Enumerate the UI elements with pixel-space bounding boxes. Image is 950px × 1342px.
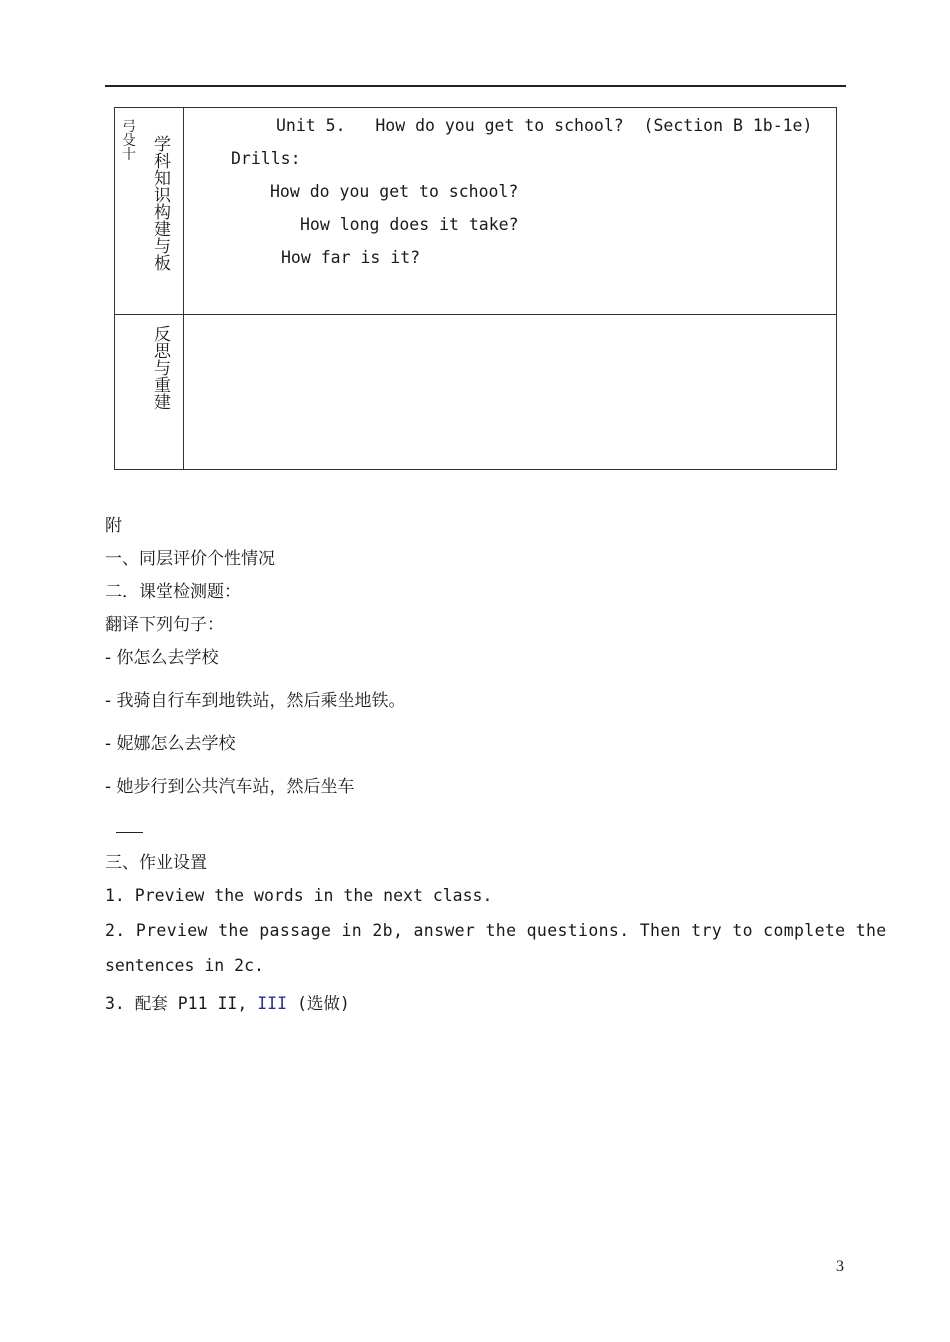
- drill-item: How do you get to school?: [270, 182, 519, 201]
- homework-heading: 三、作业设置: [105, 853, 207, 873]
- classroom-test-item: 二．课堂检测题：: [105, 582, 241, 602]
- unit-title: Unit 5. How do you get to school? (Section B 1b-1e): [276, 116, 813, 135]
- homework-line: 2. Preview the passage in 2b, answer the questions. Then try to complete the: [105, 921, 887, 940]
- board-table: [114, 107, 837, 470]
- page-number: 3: [836, 1258, 844, 1275]
- reflection-content-cell: [184, 315, 837, 470]
- translate-sentence: - 你怎么去学校: [105, 648, 219, 668]
- drills-label: Drills:: [231, 149, 301, 168]
- knowledge-label-cell: [115, 108, 184, 315]
- peer-evaluation-item: 一、同层评价个性情况: [105, 549, 275, 569]
- translate-prompt: 翻译下列句子：: [105, 615, 224, 635]
- translate-sentence: - 妮娜怎么去学校: [105, 734, 236, 754]
- homework-line: 1. Preview the words in the next class.: [105, 886, 493, 905]
- homework-line3-blue: III: [257, 994, 288, 1013]
- translate-sentence: - 我骑自行车到地铁站，然后乘坐地铁。: [105, 691, 406, 711]
- knowledge-content-cell: [184, 108, 837, 315]
- drill-item: How far is it?: [281, 248, 421, 267]
- header-rule: [105, 85, 846, 87]
- translate-sentence: - 她步行到公共汽车站，然后坐车: [105, 777, 355, 797]
- drill-item: How long does it take?: [300, 215, 519, 234]
- reflection-label-cell: [115, 315, 184, 470]
- blank-underline: [116, 832, 143, 833]
- knowledge-label: 学科知识构建与板: [150, 135, 170, 271]
- side-label: 弓殳十: [122, 119, 136, 163]
- reflection-row: [115, 315, 837, 470]
- knowledge-row: [115, 108, 837, 315]
- appendix-heading: 附: [105, 516, 122, 536]
- reflection-label: 反思与重建: [150, 325, 170, 410]
- homework-line3-suffix: (选做): [287, 994, 350, 1013]
- homework-line: [105, 990, 350, 1014]
- homework-line: sentences in 2c.: [105, 956, 264, 975]
- homework-line3-prefix: 3. 配套 P11 II,: [105, 994, 258, 1013]
